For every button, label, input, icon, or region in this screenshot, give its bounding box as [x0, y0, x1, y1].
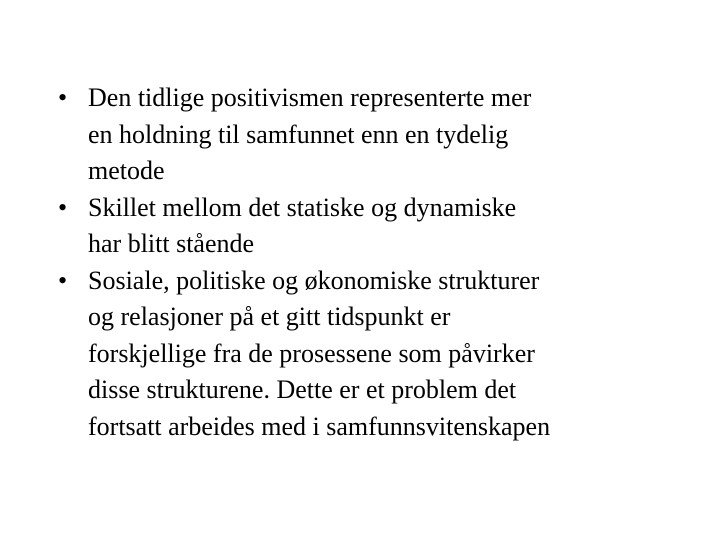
- bullet-text-line: Sosiale, politiske og økonomiske strukturer: [88, 265, 540, 295]
- bullet-text-line: metode: [88, 156, 165, 185]
- bullet-text-line: Skillet mellom det statiske og dynamiske: [88, 192, 517, 222]
- bullet-item-static-dynamic: [58, 190, 698, 263]
- bullet-text-line: og relasjoner på et gitt tidspunkt er: [88, 302, 451, 331]
- bullet-text-line: har blitt stående: [88, 229, 255, 258]
- bullet-icon: •: [58, 83, 68, 112]
- bullet-icon: •: [58, 192, 68, 222]
- bullet-text-line: forskjellige fra de prosessene som påvirker: [88, 338, 535, 368]
- bullet-text-line: en holdning til samfunnet enn en tydelig: [88, 119, 509, 149]
- bullet-text-line: disse strukturene. Dette er et problem det: [88, 375, 517, 404]
- bullet-text-line: fortsatt arbeides med i samfunnsvitenskapen: [88, 411, 551, 441]
- bullet-item-structures: [58, 263, 698, 446]
- bullet-icon: •: [58, 265, 68, 295]
- bullet-text-line: Den tidlige positivismen representerte mer: [88, 83, 532, 112]
- bullet-item-positivism: [58, 80, 698, 190]
- bullet-list: [58, 80, 698, 445]
